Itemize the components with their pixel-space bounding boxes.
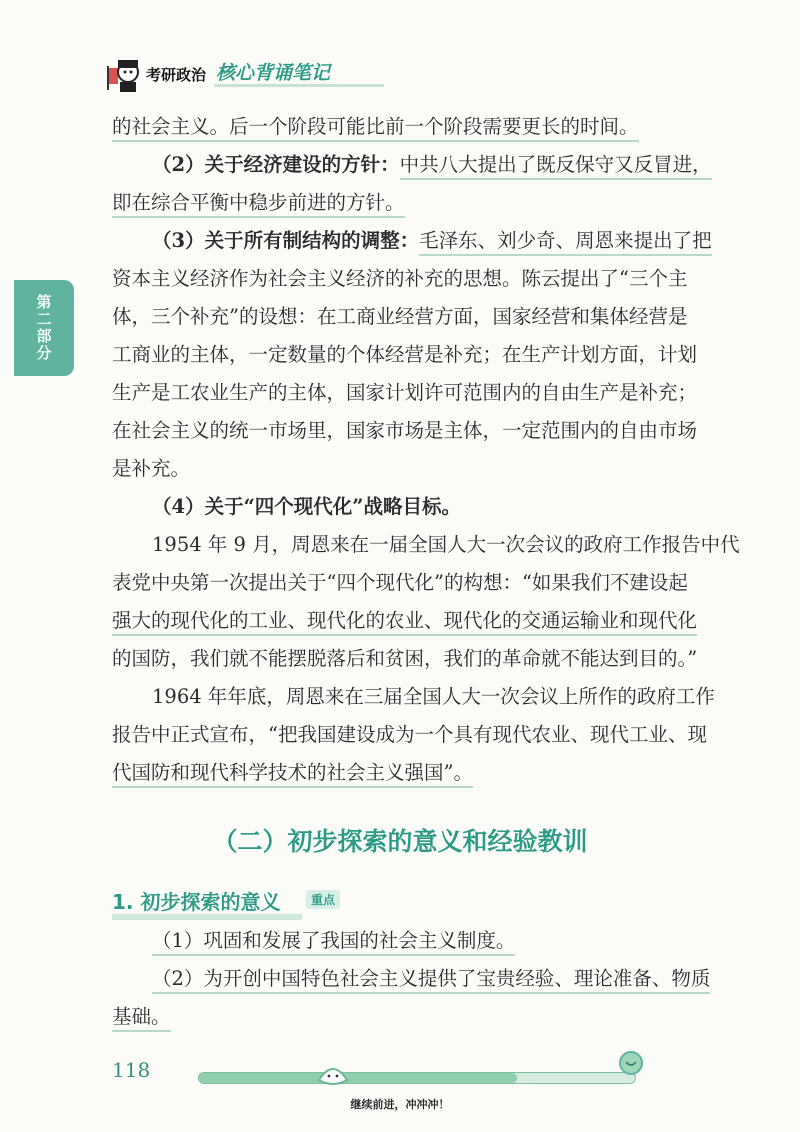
text-line: （2）关于经济建设的方针：中共八大提出了既反保守又反冒进， bbox=[112, 146, 724, 184]
dumpling-icon bbox=[316, 1056, 350, 1090]
cup-icon bbox=[618, 1050, 644, 1076]
text-line: 报告中正式宣布，“把我国建设成为一个具有现代农业、现代工业、现 bbox=[112, 723, 707, 746]
text-line: 是补充。 bbox=[112, 457, 191, 480]
text-line: 工商业的主体，一定数量的个体经营是补充；在生产计划方面，计划 bbox=[112, 343, 698, 366]
text-line: 在社会主义的统一市场里，国家市场是主体，一定范围内的自由市场 bbox=[112, 419, 698, 442]
brand-subtitle: 核心背诵笔记 bbox=[216, 62, 331, 84]
text-line: 资本主义经济作为社会主义经济的补充的思想。陈云提出了“三个主 bbox=[112, 267, 688, 290]
text-line: （1）巩固和发展了我国的社会主义制度。 bbox=[112, 922, 724, 960]
text-line: 生产是工农业生产的主体，国家计划许可范围内的自由生产是补充； bbox=[112, 381, 698, 404]
text-line: 体，三个补充”的设想：在工商业经营方面，国家经营和集体经营是 bbox=[112, 305, 688, 328]
subsection-title: 1. 初步探索的意义 bbox=[112, 890, 281, 914]
text-line: 1964 年年底，周恩来在三届全国人大一次会议上所作的政府工作 bbox=[152, 685, 715, 708]
mascot-icon bbox=[104, 54, 144, 94]
text-line: 表党中央第一次提出关于“四个现代化”的构想：“如果我们不建设起 bbox=[112, 571, 688, 594]
section-title: （二）初步探索的意义和经验教训 bbox=[212, 827, 588, 856]
book-header bbox=[104, 54, 364, 94]
progress-bar bbox=[198, 1072, 636, 1084]
key-point-badge: 重点 bbox=[306, 890, 340, 909]
text-line: 的国防，我们就不能摆脱落后和贫困，我们的革命就不能达到目的。” bbox=[112, 647, 698, 670]
text-line: 即在综合平衡中稳步前进的方针。 bbox=[112, 184, 724, 222]
text-line: 的社会主义。后一个阶段可能比前一个阶段需要更长的时间。 bbox=[112, 108, 724, 146]
text-line: （2）为开创中国特色社会主义提供了宝贵经验、理论准备、物质 bbox=[112, 960, 724, 998]
text-line: 基础。 bbox=[112, 998, 724, 1036]
text-line: （4）关于“四个现代化”战略目标。 bbox=[152, 495, 462, 518]
text-line: 强大的现代化的工业、现代化的农业、现代化的交通运输业和现代化 bbox=[112, 602, 724, 640]
brand-title: 考研政治 bbox=[146, 66, 207, 84]
progress-bar-fill bbox=[199, 1073, 517, 1083]
part-side-tab-label: 第二部分 bbox=[34, 294, 53, 362]
page-number: 118 bbox=[112, 1058, 151, 1082]
part-side-tab bbox=[14, 280, 74, 376]
text-line: 代国防和现代科学技术的社会主义强国”。 bbox=[112, 754, 724, 792]
text-line: 1954 年 9 月，周恩来在一届全国人大一次会议的政府工作报告中代 bbox=[152, 533, 740, 556]
text-line: （3）关于所有制结构的调整：毛泽东、刘少奇、周恩来提出了把 bbox=[112, 222, 724, 260]
brand-underline bbox=[214, 84, 384, 87]
body-text bbox=[112, 108, 740, 792]
body-text-2 bbox=[112, 922, 724, 1036]
footer-slogan: 继续前进，冲冲冲！ bbox=[350, 1098, 450, 1111]
